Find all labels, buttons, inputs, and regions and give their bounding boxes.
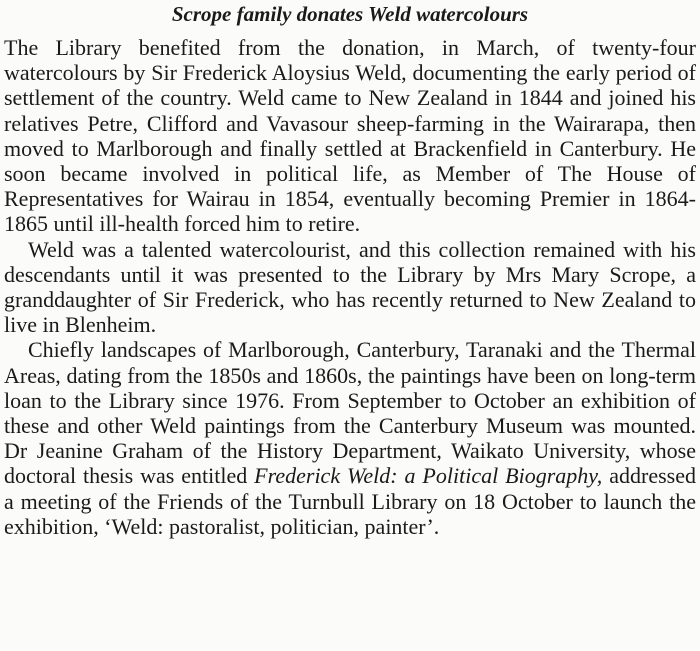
article-title: Scrope family donates Weld watercolours	[171, 2, 529, 26]
thesis-title: Frederick Weld: a Political Biography,	[254, 463, 603, 489]
paragraph-3	[4, 337, 696, 539]
paragraph-3-text-before: Chiefly landscapes of Marlborough, Canterbury, Taranaki and the Thermal Areas, dating from the 1850s and 1860s, the paintings have been on long-term loan to the Library since 1976. From September to October an exhibition of these and other Weld paintings from the Canterbury Museum was mounted. Dr Jeanine Graham of the History Department, Waikato University, whose doctoral thesis was entitled	[4, 337, 696, 489]
paragraph-1: The Library benefited from the donation, in March, of twenty-four watercolours by Sir Frederick Aloysius Weld, documenting the early period of settlement of the country. Weld came to New Zealand in 1844 and joined his relatives Petre, Clifford and Vavasour sheep-farming in the Wairarapa, then moved to Marlborough and finally settled at Brackenfield in Canterbury. He soon became involved in political life, as Member of The House of Representatives for Wairau in 1854, eventually becoming Premier in 1864-1865 until ill-health forced him to retire.	[4, 35, 696, 237]
paragraph-2: Weld was a talented watercolourist, and this collection remained with his descendants until it was presented to the Library by Mrs Mary Scrope, a granddaughter of Sir Frederick, who has recently returned to New Zealand to live in Blenheim.	[4, 236, 696, 338]
paragraph-3-text-after: addressed a meeting of the Friends of the Turnbull Library on 18 October to launch the exhibition, ‘Weld: pastoralist, politician, painter’.	[4, 463, 697, 539]
